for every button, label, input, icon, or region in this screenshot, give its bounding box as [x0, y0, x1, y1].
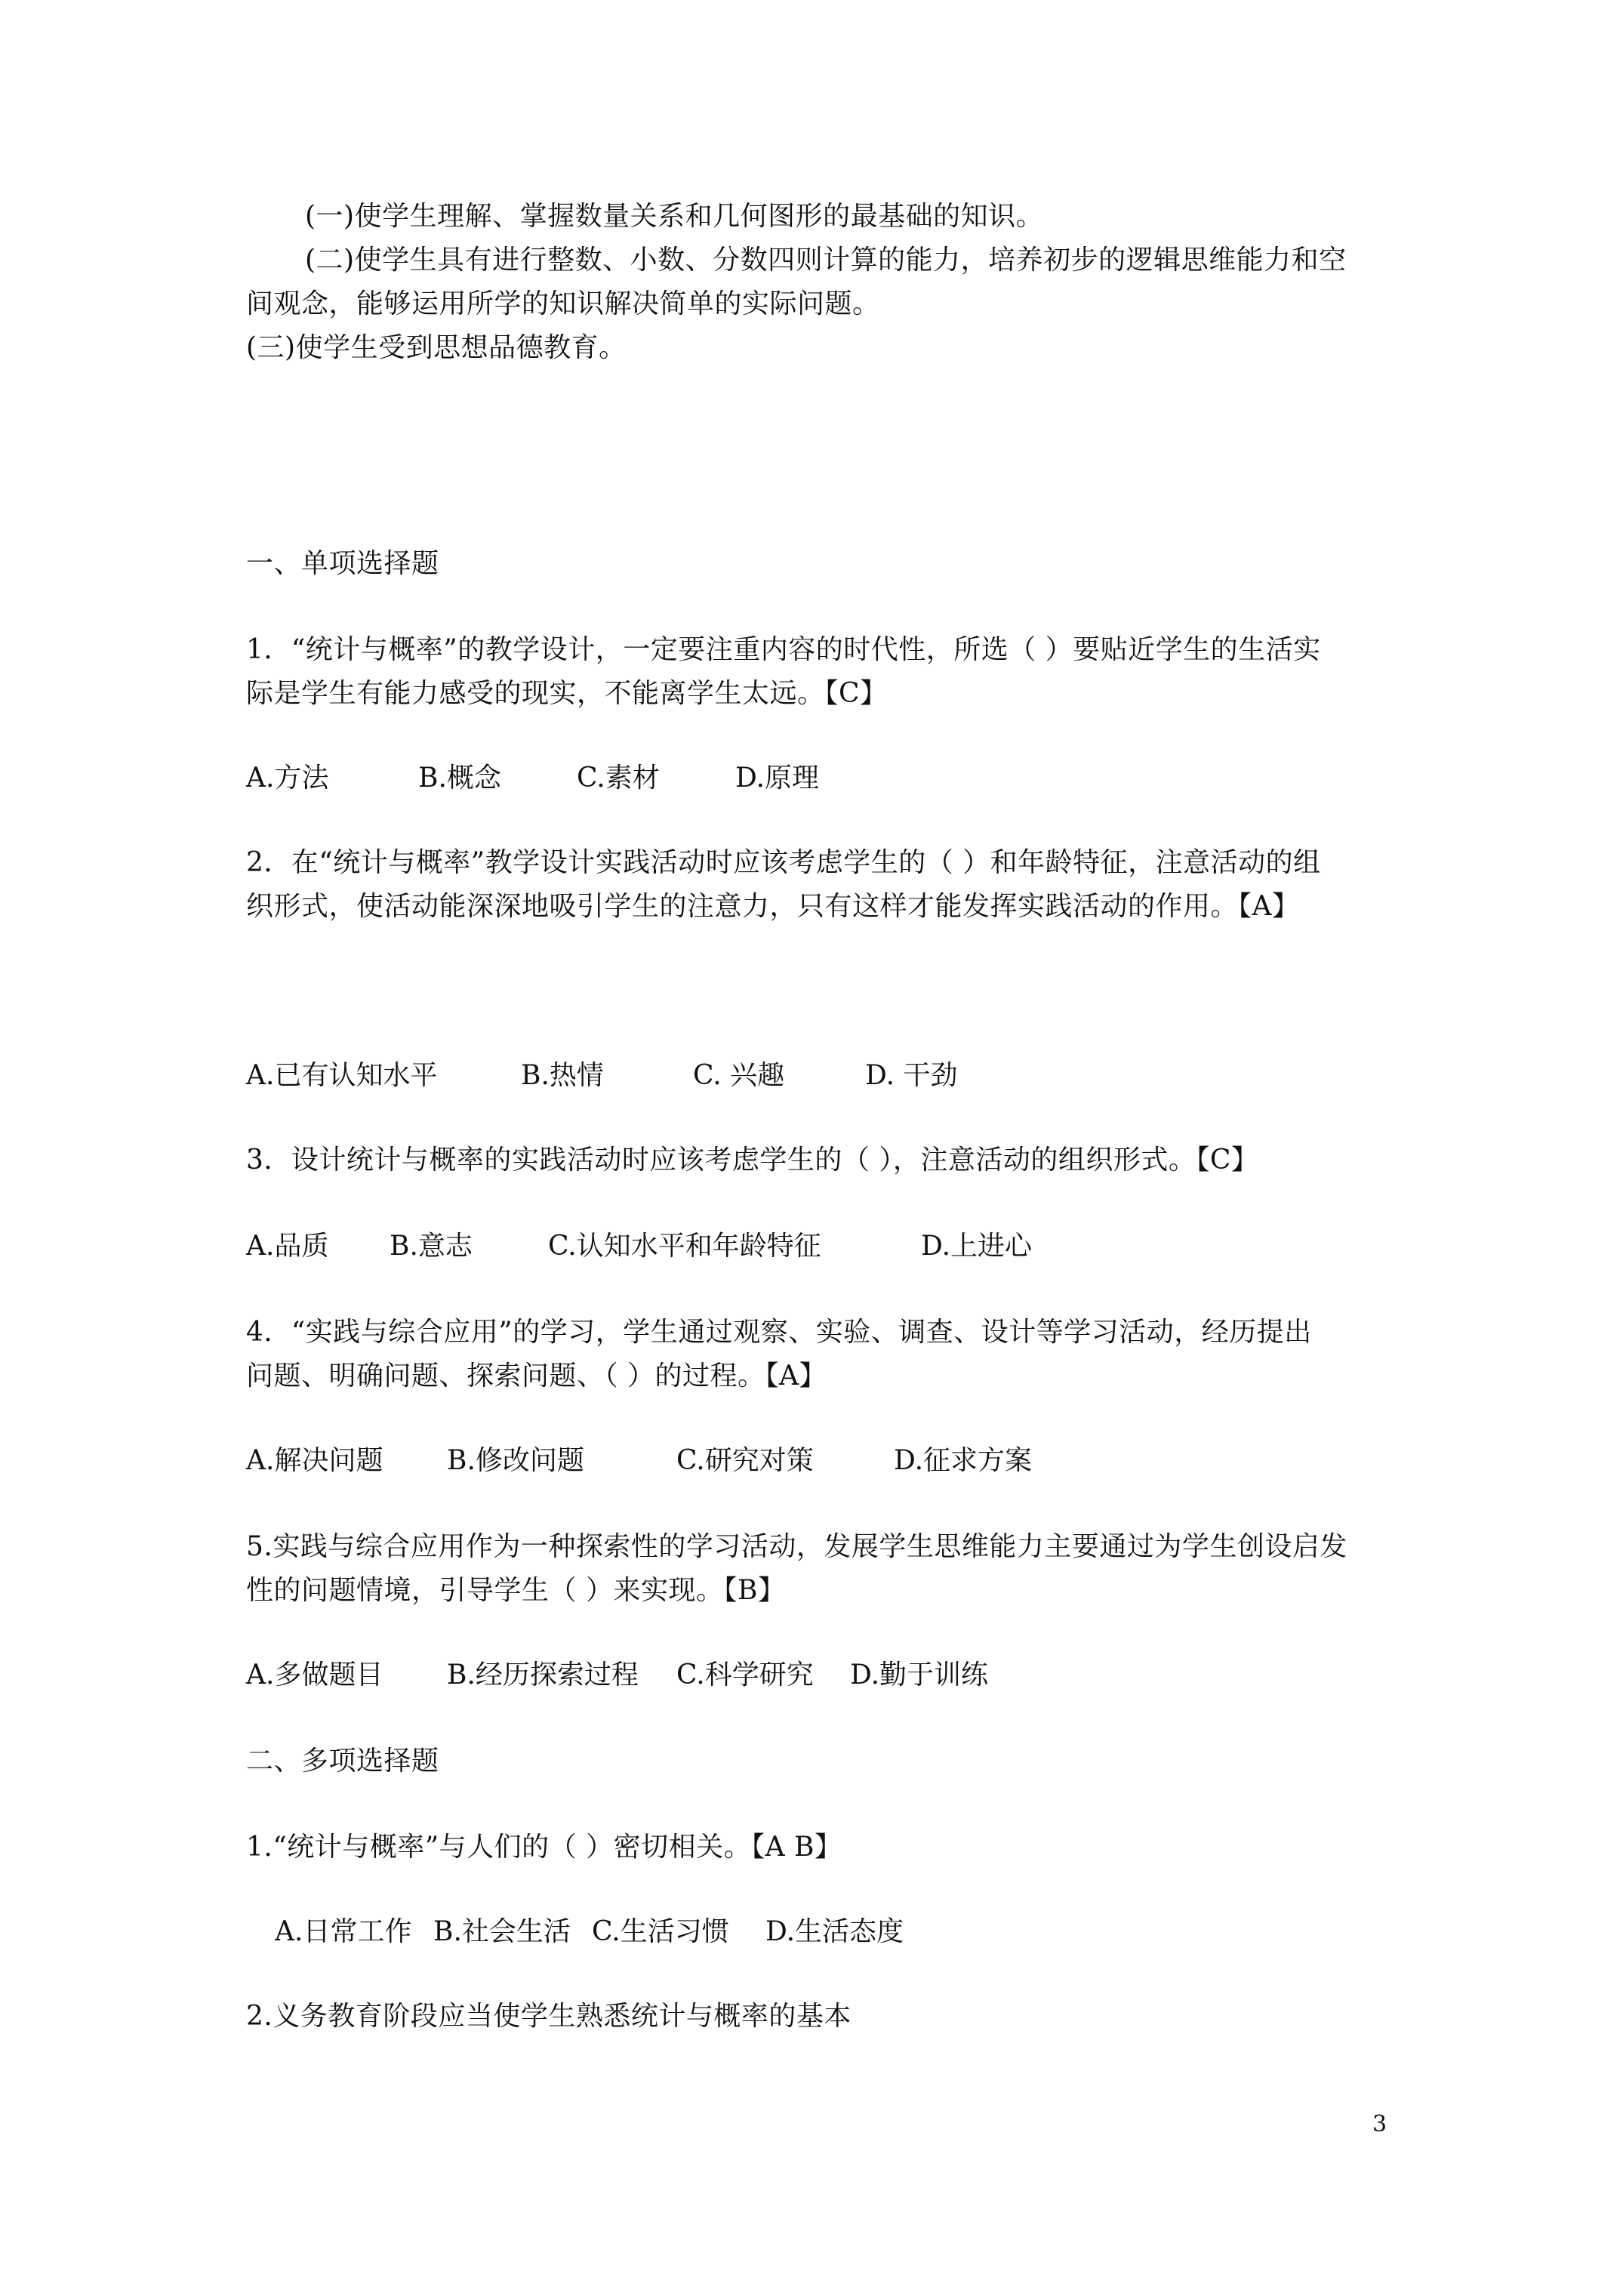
option-a: A.方法: [246, 763, 329, 794]
question-5-line-2: 性的问题情境，引导学生（ ）来实现。【B】: [246, 1575, 786, 1606]
section-heading-multiple-choice: 二、多项选择题: [246, 1746, 439, 1777]
section-heading-single-choice: 一、单项选择题: [246, 548, 439, 579]
page-number: 3: [1372, 2111, 1387, 2137]
multi-question-1-line-1: 1.“统计与概率”与人们的（ ）密切相关。【A B】: [246, 1832, 842, 1863]
option-b: B.社会生活: [433, 1916, 571, 1947]
option-d: D.征求方案: [894, 1445, 1033, 1476]
option-a: A.解决问题: [246, 1445, 383, 1476]
question-4-line-2: 问题、明确问题、探索问题、（ ）的过程。【A】: [246, 1361, 827, 1391]
option-b: B.概念: [418, 763, 501, 794]
objective-2: (二)使学生具有进行整数、小数、分数四则计算的能力，培养初步的逻辑思维能力和空: [305, 245, 1347, 276]
question-4-line-1: 4．“实践与综合应用”的学习，学生通过观察、实验、调查、设计等学习活动，经历提出: [246, 1317, 1312, 1348]
option-b: B.热情: [521, 1060, 604, 1091]
objective-2-continued: 间观念，能够运用所学的知识解决简单的实际问题。: [246, 288, 880, 319]
objective-3: (三)使学生受到思想品德教育。: [246, 332, 627, 363]
option-d: D.上进心: [921, 1231, 1033, 1262]
objective-1: (一)使学生理解、掌握数量关系和几何图形的最基础的知识。: [305, 201, 1044, 232]
option-a: A.品质: [246, 1231, 329, 1262]
option-a: A.多做题目: [246, 1660, 383, 1690]
option-d: D.原理: [735, 763, 820, 794]
option-a: A.已有认知水平: [246, 1060, 438, 1091]
option-c: C.认知水平和年龄特征: [548, 1231, 821, 1262]
option-d: D. 干劲: [865, 1060, 958, 1091]
question-2-line-2: 织形式，使活动能深深地吸引学生的注意力，只有这样才能发挥实践活动的作用。【A】: [246, 891, 1300, 922]
option-c: C.素材: [577, 763, 660, 794]
option-a: A.日常工作: [275, 1916, 412, 1947]
option-c: C.生活习惯: [592, 1916, 729, 1947]
option-b: B.经历探索过程: [447, 1660, 639, 1690]
question-3-line-1: 3．设计统计与概率的实践活动时应该考虑学生的（ ），注意活动的组织形式。【C】: [246, 1145, 1259, 1176]
option-d: D.生活态度: [765, 1916, 904, 1947]
option-c: C.研究对策: [676, 1445, 814, 1476]
multi-question-2-line-1: 2.义务教育阶段应当使学生熟悉统计与概率的基本: [246, 2001, 852, 2032]
option-d: D.勤于训练: [850, 1660, 989, 1690]
question-1-line-1: 1．“统计与概率”的教学设计，一定要注重内容的时代性，所选（ ）要贴近学生的生活实: [246, 634, 1321, 665]
option-c: C.科学研究: [676, 1660, 814, 1690]
question-2-line-1: 2．在“统计与概率”教学设计实践活动时应该考虑学生的（ ）和年龄特征，注意活动的组: [246, 847, 1321, 878]
option-b: B.修改问题: [447, 1445, 584, 1476]
question-1-line-2: 际是学生有能力感受的现实，不能离学生太远。【C】: [246, 678, 888, 709]
option-b: B.意志: [390, 1231, 473, 1262]
option-c: C. 兴趣: [693, 1060, 785, 1091]
question-5-line-1: 5.实践与综合应用作为一种探索性的学习活动，发展学生思维能力主要通过为学生创设启发: [246, 1531, 1347, 1562]
